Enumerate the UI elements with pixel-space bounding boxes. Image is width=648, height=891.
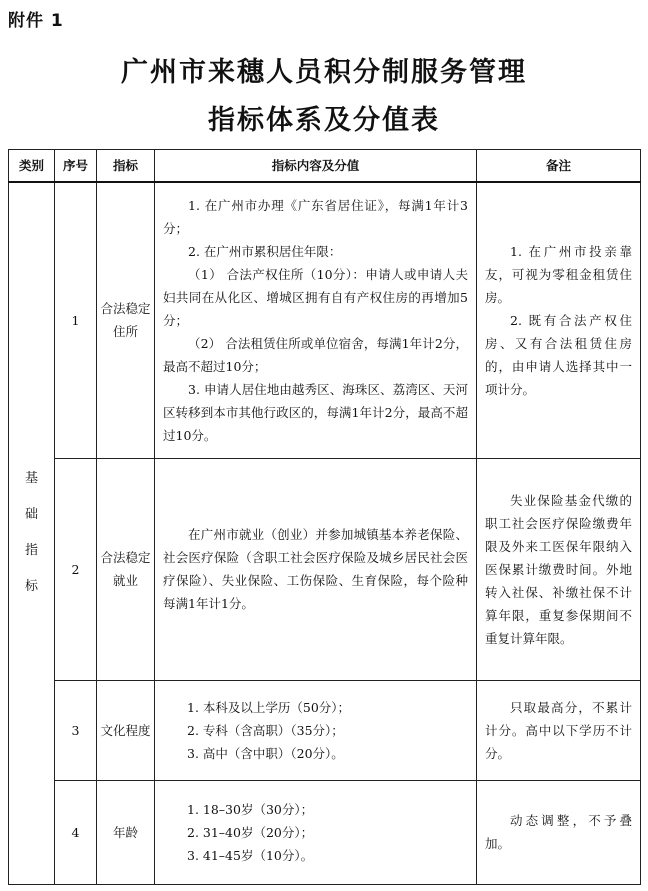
- note-line: 1. 在广州市投亲靠友，可视为零租金租赁住房。: [485, 243, 632, 305]
- seq-cell: 4: [55, 780, 97, 884]
- content-line: 1. 18–30岁（30分）；: [187, 801, 314, 817]
- document-title: 广州市来穗人员积分制服务管理: [121, 57, 527, 88]
- category-char: 础: [24, 507, 38, 523]
- category-char: 指: [24, 543, 38, 559]
- seq-cell: 2: [55, 458, 97, 680]
- attachment-label: 附件 1: [8, 11, 64, 31]
- category-cell: [9, 182, 55, 884]
- header-category: 类别: [9, 150, 55, 183]
- table-row: [9, 680, 641, 780]
- note-cell: [477, 780, 641, 884]
- content-line: （2） 合法租赁住所或单位宿舍，每满1年计2分，最高不超过10分；: [163, 335, 468, 374]
- note-line: 只取最高分，不累计计分。高中以下学历不计分。: [485, 699, 632, 761]
- table-header-row: [9, 150, 641, 183]
- content-line: 3. 41–45岁（10分）。: [187, 847, 314, 863]
- content-cell: [155, 182, 477, 458]
- table-row: [9, 780, 641, 884]
- header-indicator: 指标: [97, 150, 155, 183]
- content-cell: [155, 458, 477, 680]
- content-line: 3. 申请人居住地由越秀区、海珠区、荔湾区、天河区转移到本市其他行政区的，每满1年计2分，最高不超过10分。: [163, 381, 468, 443]
- indicator-table: [8, 149, 641, 885]
- category-char: 标: [24, 579, 38, 595]
- header-seq: 序号: [55, 150, 97, 183]
- content-line: 3. 高中（含中职）（20分）。: [187, 745, 344, 761]
- indicator-cell: 年龄: [97, 780, 155, 884]
- seq-cell: 1: [55, 182, 97, 458]
- header-content: 指标内容及分值: [155, 150, 477, 183]
- note-line: 动态调整，不予叠加。: [485, 813, 632, 851]
- table-row: [9, 458, 641, 680]
- note-cell: [477, 458, 641, 680]
- content-line: 1. 本科及以上学历（50分）；: [187, 699, 351, 715]
- content-line: 1. 在广州市办理《广东省居住证》，每满1年计3分；: [163, 197, 468, 236]
- content-line: （1） 合法产权住所（10分）：申请人或申请人夫妇共同在从化区、增城区拥有自有产权住房的再增加5分；: [163, 266, 468, 328]
- table-row: [9, 182, 641, 458]
- seq-cell: 3: [55, 680, 97, 780]
- indicator-cell: 合法稳定就业: [97, 458, 155, 680]
- category-char: 基: [24, 471, 38, 487]
- indicator-cell: 合法稳定住所: [97, 182, 155, 458]
- note-line: 2. 既有合法产权住房、又有合法租赁住房的，由申请人选择其中一项计分。: [485, 312, 632, 397]
- note-cell: [477, 182, 641, 458]
- indicator-cell: 文化程度: [97, 680, 155, 780]
- content-line: 在广州市就业（创业）并参加城镇基本养老保险、社会医疗保险（含职工社会医疗保险及城乡居民社会医疗保险）、失业保险、工伤保险、生育保险，每个险种每满1年计1分。: [163, 527, 468, 611]
- content-line: 2. 在广州市累积居住年限：: [188, 243, 342, 259]
- header-note: 备注: [477, 150, 641, 183]
- note-cell: [477, 680, 641, 780]
- note-line: 失业保险基金代缴的职工社会医疗保险缴费年限及外来工医保年限纳入医保累计缴费时间。外地转入社保、补缴社保不计算年限，重复参保期间不重复计算年限。: [485, 492, 632, 646]
- content-line: 2. 31–40岁（20分）；: [187, 824, 314, 840]
- content-line: 2. 专科（含高职）（35分）；: [187, 722, 344, 738]
- document-subtitle: 指标体系及分值表: [208, 105, 440, 136]
- content-cell: [155, 780, 477, 884]
- content-cell: [155, 680, 477, 780]
